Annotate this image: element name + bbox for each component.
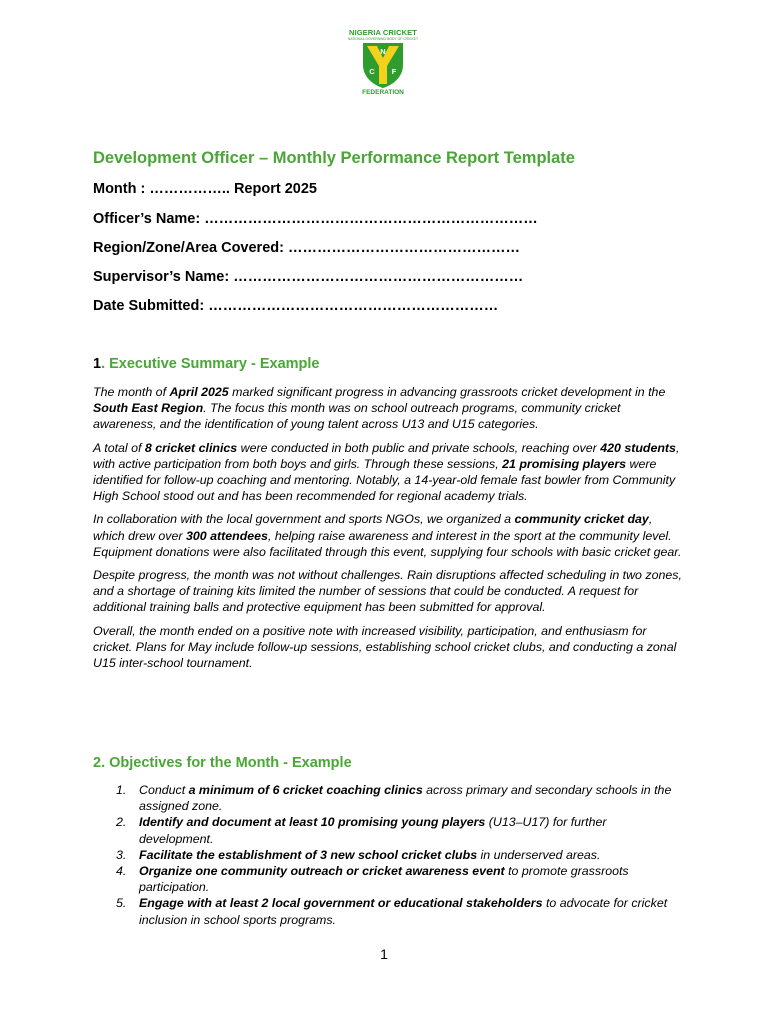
- emphasis-text: 8 cricket clinics: [144, 440, 238, 455]
- list-item: [93, 847, 683, 863]
- emphasis-text: Engage with at least 2 local government or educational stakeholders: [139, 896, 543, 911]
- logo-letter-n: N: [380, 47, 386, 56]
- summary-paragraph: [93, 440, 683, 505]
- body-text: were identified for follow-up coaching and mentoring. Notably, a 14-year-old female fast bowler from Community High School stood out and has been recommended for regional academy trials.: [93, 456, 676, 504]
- shield-emblem-icon: [361, 41, 405, 89]
- logo-top-text: NIGERIA CRICKET: [349, 28, 417, 37]
- summary-paragraph: [93, 511, 683, 560]
- summary-paragraph: [93, 623, 683, 672]
- executive-summary: [93, 384, 683, 678]
- list-item-number: 5.: [116, 896, 127, 911]
- objectives-list: [93, 782, 683, 928]
- body-text: were conducted in both public and private schools, reaching over: [237, 440, 601, 455]
- section-2-heading: 2. Objectives for the Month - Example: [93, 755, 352, 771]
- emphasis-text: Identify and document at least 10 promising young players: [139, 815, 486, 830]
- emphasis-text: April 2025: [169, 385, 229, 399]
- body-text: . The focus this month was on school outreach programs, community cricket awareness, and the identification of young talent across U13 and U15 categories.: [93, 401, 621, 432]
- logo-sub-text: NATIONAL GOVERNING BODY OF CRICKET: [347, 37, 419, 41]
- supervisor-name-field: Supervisor’s Name: ……………………………………………………: [93, 269, 524, 285]
- logo-letter-f: F: [391, 67, 397, 76]
- emphasis-text: South East Region: [93, 401, 204, 416]
- list-item: [93, 782, 683, 814]
- body-text: Overall, the month ended on a positive note with increased visibility, participation, and enthusiasm for cricket. Plans for May include follow-up sessions, establishing school cricket clubs, and conducting a zonal U15 inter-school tournament.: [93, 623, 677, 671]
- logo-bottom-text: FEDERATION: [362, 89, 404, 96]
- list-item: [93, 814, 683, 846]
- body-text: , helping raise awareness and interest in the sport at the community level. Equipment donations were also facilitated through this event, supplying four schools with basic cricket gear.: [93, 528, 682, 559]
- section-1-title: . Executive Summary - Example: [101, 356, 320, 372]
- list-item-number: 1.: [116, 783, 127, 797]
- logo-letter-c: C: [369, 67, 375, 76]
- body-text: to promote grassroots participation.: [139, 864, 629, 895]
- summary-paragraph: [93, 384, 683, 433]
- emphasis-text: a minimum of 6 cricket coaching clinics: [188, 783, 423, 797]
- section-1-number: 1: [93, 356, 102, 372]
- region-field: Region/Zone/Area Covered: …………………………………………: [93, 240, 520, 256]
- list-item: [93, 895, 683, 927]
- list-item-number: 3.: [116, 847, 127, 862]
- body-text: across primary and secondary schools in the assigned zone.: [139, 783, 672, 814]
- date-submitted-field: Date Submitted: ……………………………………………………: [93, 298, 499, 314]
- emphasis-text: 300 attendees: [185, 528, 268, 543]
- federation-logo: [343, 28, 423, 104]
- body-text: In collaboration with the local government and sports NGOs, we organized a: [93, 512, 515, 527]
- body-text: Despite progress, the month was not without challenges. Rain disruptions affected scheduling in two zones, and a shortage of training kits limited the number of sessions that could be conducted. A request for additional training balls and protective equipment has been submitted for approval.: [93, 568, 682, 615]
- month-field: Month : …………….. Report 2025: [93, 181, 317, 197]
- emphasis-text: 420 students: [600, 440, 676, 455]
- emphasis-text: 21 promising players: [502, 456, 627, 471]
- body-text: (U13–U17) for further development.: [139, 815, 607, 846]
- emphasis-text: Organize one community outreach or cricket awareness event: [139, 864, 505, 879]
- body-text: to advocate for cricket inclusion in school sports programs.: [139, 896, 668, 927]
- body-text: Conduct: [139, 783, 189, 797]
- summary-paragraph: [93, 567, 683, 616]
- list-item: [93, 863, 683, 895]
- body-text: marked significant progress in advancing grassroots cricket development in the: [228, 385, 666, 399]
- body-text: in underserved areas.: [477, 847, 601, 862]
- body-text: , with active participation from both boys and girls. Through these sessions,: [93, 440, 680, 471]
- page-number: 1: [380, 946, 388, 962]
- list-item-number: 4.: [116, 864, 127, 879]
- officer-name-field: Officer’s Name: ……………………………………………………………: [93, 211, 538, 227]
- document-title: Development Officer – Monthly Performance Report Template: [93, 149, 575, 167]
- body-text: , which drew over: [93, 512, 653, 543]
- section-1-heading: [93, 356, 319, 372]
- emphasis-text: Facilitate the establishment of 3 new school cricket clubs: [139, 847, 478, 862]
- body-text: The month of: [93, 385, 170, 399]
- emphasis-text: community cricket day: [514, 512, 649, 527]
- body-text: A total of: [93, 440, 145, 455]
- list-item-number: 2.: [116, 815, 127, 830]
